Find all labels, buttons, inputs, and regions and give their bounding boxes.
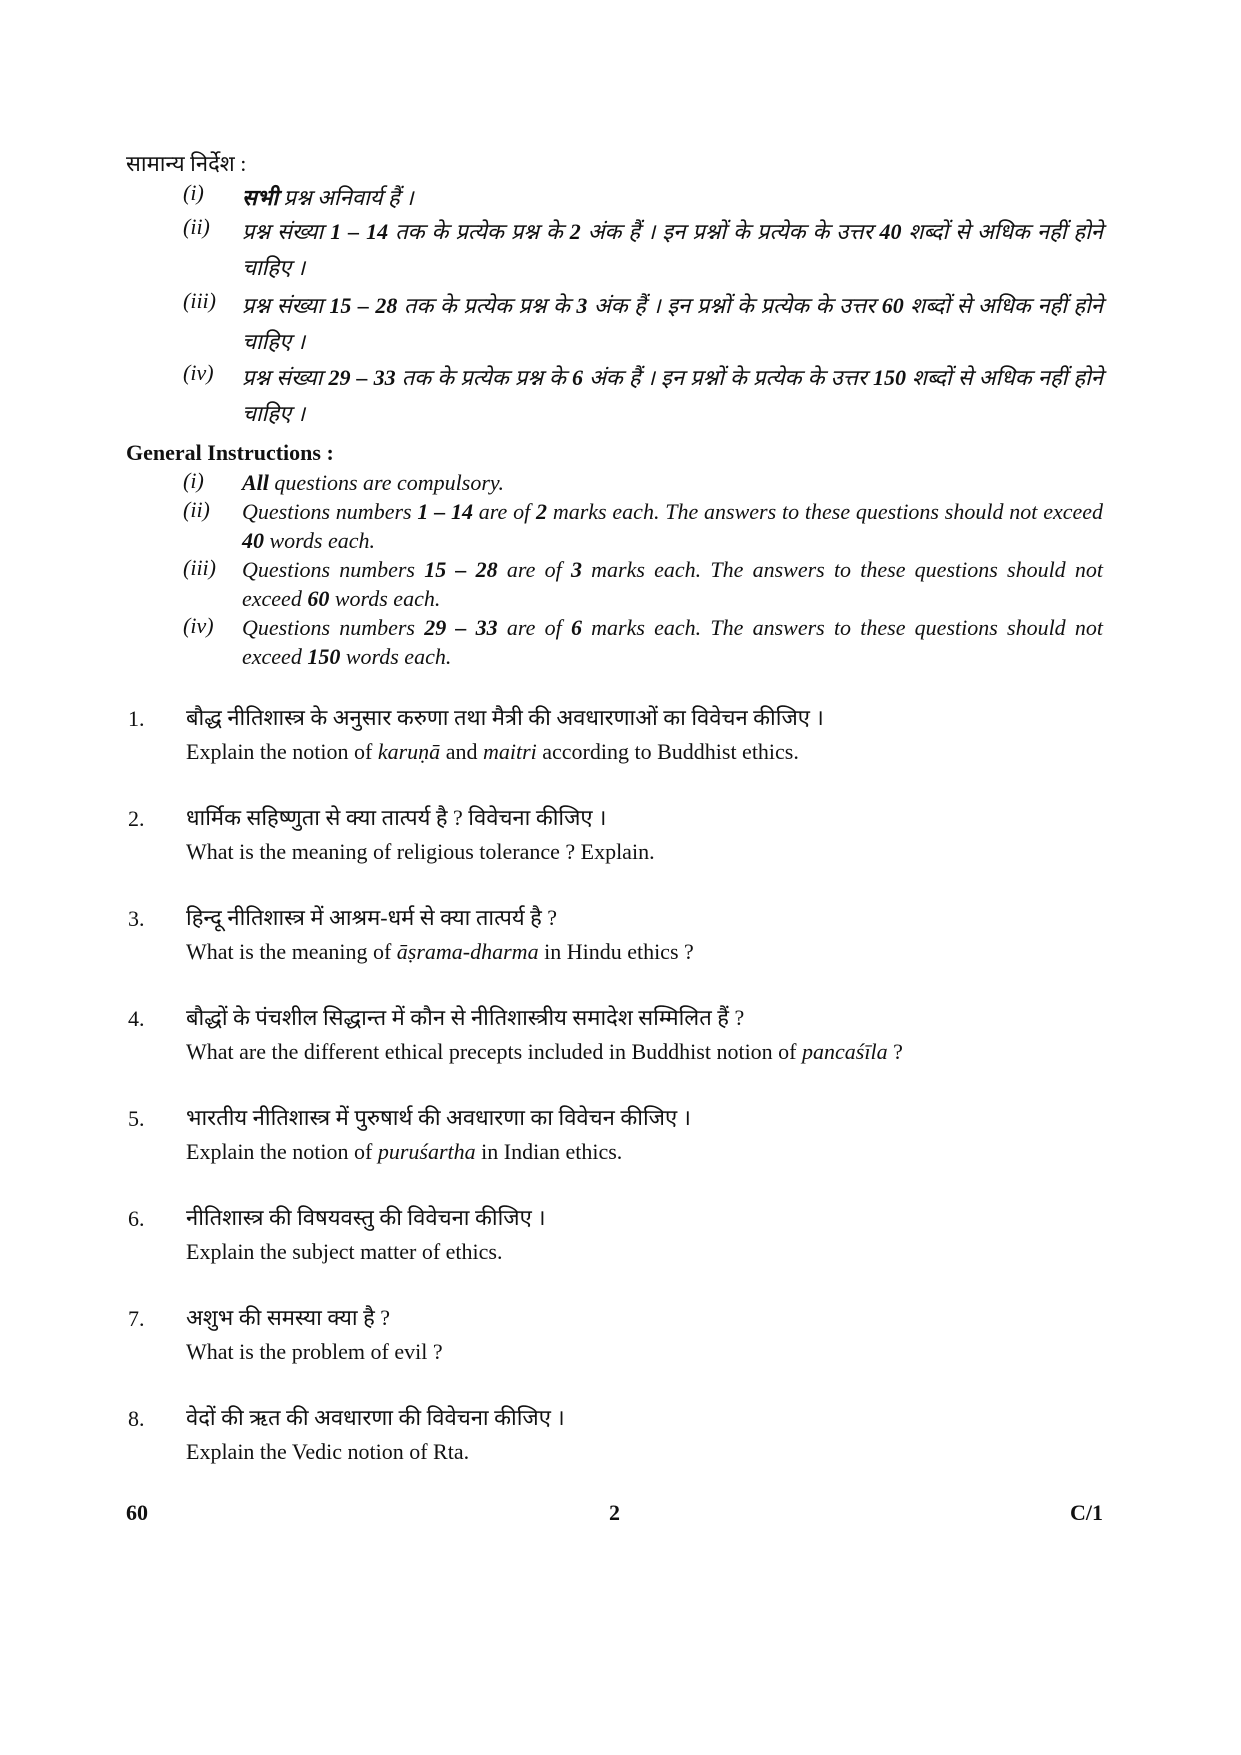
text-run: 15 – 28 <box>424 557 498 582</box>
text-run: तक के प्रत्येक प्रश्न के <box>388 219 570 244</box>
text-run: marks each. The answers to these questions should not exceed <box>547 499 1104 524</box>
instruction-english-1 <box>183 468 1103 497</box>
text-run: 150 <box>872 365 906 390</box>
instruction-hindi-4 <box>183 360 1103 432</box>
text-run: 6 <box>570 615 582 640</box>
text-run: 6 <box>571 365 583 390</box>
text-run: प्रश्न संख्या <box>242 293 330 318</box>
question-text-hindi: बौद्ध नीतिशास्त्र के अनुसार करुणा तथा मैत्री की अवधारणाओं का विवेचन कीजिए । <box>186 705 824 730</box>
question-text-hindi: वेदों की ऋत की अवधारणा की विवेचना कीजिए । <box>186 1405 565 1430</box>
instruction-number: (i) <box>183 180 204 205</box>
question-text-english <box>186 936 1106 968</box>
text-run: अंक हैं । इन प्रश्नों के प्रत्येक के उत्तर <box>580 219 880 244</box>
question-text-hindi: हिन्दू नीतिशास्त्र में आश्रम-धर्म से क्या तात्पर्य है ? <box>186 905 558 930</box>
text-run: marks each. The answers to these questions should not exceed <box>242 615 1104 669</box>
question-text-english <box>186 1336 1106 1368</box>
question-text-english <box>186 1236 1106 1268</box>
text-run: are of <box>497 615 571 640</box>
text-run: 40 <box>242 528 264 553</box>
instruction-text <box>242 180 1103 216</box>
instruction-number: (ii) <box>183 214 210 239</box>
instruction-number: (iv) <box>183 360 214 385</box>
text-run: according to Buddhist ethics. <box>536 739 799 764</box>
text-run: in Hindu ethics ? <box>538 939 694 964</box>
text-run: Questions numbers <box>242 499 418 524</box>
text-run: puruśartha <box>377 1139 476 1164</box>
text-run: 2 <box>569 219 581 244</box>
instruction-text <box>242 468 1103 497</box>
text-run: 40 <box>879 219 902 244</box>
footer-set-code: C/1 <box>1070 1500 1103 1525</box>
question-text-english <box>186 1436 1106 1468</box>
text-run: What is the meaning of religious tolerance ? Explain. <box>186 839 655 864</box>
text-run: 29 – 33 <box>424 615 498 640</box>
general-instructions-heading-hindi: सामान्य निर्देश : <box>126 151 247 176</box>
question-text-hindi: बौद्धों के पंचशील सिद्धान्त में कौन से नीतिशास्त्रीय समादेश सम्मिलित हैं ? <box>186 1005 745 1030</box>
text-run: शब्दों से अधिक नहीं होने चाहिए । <box>242 219 1104 280</box>
question-4 <box>126 1000 1106 1068</box>
instruction-english-4 <box>183 613 1103 671</box>
text-run: Questions numbers <box>242 557 425 582</box>
text-run: ? <box>887 1039 903 1064</box>
instruction-number: (iii) <box>183 288 216 313</box>
text-run: in Indian ethics. <box>475 1139 623 1164</box>
question-text-english <box>186 1136 1106 1168</box>
question-number: 7. <box>128 1306 145 1331</box>
instruction-text <box>242 288 1103 360</box>
question-text-english <box>186 1036 1106 1068</box>
question-number: 1. <box>128 706 145 731</box>
question-5 <box>126 1100 1106 1168</box>
text-run: Questions numbers <box>242 615 425 640</box>
text-run: 60 <box>881 293 904 318</box>
text-run: and <box>440 739 483 764</box>
instruction-text <box>242 497 1103 555</box>
question-text-hindi: अशुभ की समस्या क्या है ? <box>186 1305 391 1330</box>
text-run: शब्दों से अधिक नहीं होने चाहिए । <box>242 365 1104 426</box>
question-text-english <box>186 736 1106 768</box>
text-run: are of <box>497 557 571 582</box>
instruction-text <box>242 555 1103 613</box>
text-run: शब्दों से अधिक नहीं होने चाहिए । <box>242 293 1104 354</box>
text-run: What is the meaning of <box>186 939 397 964</box>
instruction-english-3 <box>183 555 1103 613</box>
text-run: Explain the Vedic notion of Rta. <box>186 1439 470 1464</box>
question-number: 5. <box>128 1106 145 1131</box>
question-number: 8. <box>128 1406 145 1431</box>
instruction-english-2 <box>183 497 1103 555</box>
text-run: प्रश्न संख्या <box>242 219 331 244</box>
instruction-number: (iv) <box>183 613 214 638</box>
text-run: are of <box>473 499 537 524</box>
question-2 <box>126 800 1106 868</box>
text-run: words each. <box>329 586 441 611</box>
question-text-hindi: भारतीय नीतिशास्त्र में पुरुषार्थ की अवधारणा का विवेचन कीजिए । <box>186 1105 691 1130</box>
question-6 <box>126 1200 1106 1268</box>
text-run: सभी <box>242 185 279 210</box>
text-run: All <box>242 470 269 495</box>
text-run: words each. <box>264 528 376 553</box>
instruction-number: (i) <box>183 468 204 493</box>
text-run: maitri <box>482 739 537 764</box>
text-run: प्रश्न संख्या <box>242 365 329 390</box>
footer-series-code: 60 <box>126 1500 148 1525</box>
question-3 <box>126 900 1106 968</box>
text-run: अंक हैं । इन प्रश्नों के प्रत्येक के उत्तर <box>587 293 882 318</box>
question-number: 3. <box>128 906 145 931</box>
footer-page-number: 2 <box>609 1500 620 1525</box>
text-run: 3 <box>576 293 588 318</box>
question-text-hindi: धार्मिक सहिष्णुता से क्या तात्पर्य है ? विवेचना कीजिए । <box>186 805 607 830</box>
instruction-hindi-3 <box>183 288 1103 360</box>
instruction-number: (iii) <box>183 555 216 580</box>
text-run: 1 – 14 <box>417 499 473 524</box>
text-run: Explain the subject matter of ethics. <box>186 1239 503 1264</box>
text-run: karuṇā <box>377 739 441 764</box>
text-run: प्रश्न अनिवार्य हैं । <box>278 185 414 210</box>
text-run: 3 <box>570 557 582 582</box>
question-number: 4. <box>128 1006 145 1031</box>
instruction-number: (ii) <box>183 497 210 522</box>
text-run: āṣrama-dharma <box>396 939 539 964</box>
question-text-hindi: नीतिशास्त्र की विषयवस्तु की विवेचना कीजिए । <box>186 1205 546 1230</box>
text-run: 15 – 28 <box>329 293 398 318</box>
text-run: 2 <box>536 499 548 524</box>
instruction-hindi-1 <box>183 180 1103 216</box>
text-run: Explain the notion of <box>186 1139 378 1164</box>
text-run: questions are compulsory. <box>268 470 504 495</box>
instruction-text <box>242 613 1103 671</box>
question-8 <box>126 1400 1106 1468</box>
instruction-text <box>242 360 1103 432</box>
question-number: 2. <box>128 806 145 831</box>
instruction-hindi-2 <box>183 214 1103 286</box>
question-1 <box>126 700 1106 768</box>
text-run: तक के प्रत्येक प्रश्न के <box>395 365 572 390</box>
text-run: Explain the notion of <box>186 739 378 764</box>
text-run: 29 – 33 <box>328 365 396 390</box>
question-7 <box>126 1300 1106 1368</box>
text-run: pancaśīla <box>802 1039 888 1064</box>
question-number: 6. <box>128 1206 145 1231</box>
question-text-english <box>186 836 1106 868</box>
instruction-text <box>242 214 1103 286</box>
text-run: words each. <box>340 644 452 669</box>
text-run: अंक हैं । इन प्रश्नों के प्रत्येक के उत्तर <box>582 365 873 390</box>
text-run: What are the different ethical precepts included in Buddhist notion of <box>186 1039 803 1064</box>
general-instructions-heading: General Instructions : <box>126 440 334 465</box>
text-run: 60 <box>307 586 330 611</box>
text-run: marks each. The answers to these questions should not exceed <box>242 557 1104 611</box>
text-run: तक के प्रत्येक प्रश्न के <box>397 293 577 318</box>
text-run: 1 – 14 <box>330 219 389 244</box>
text-run: What is the problem of evil ? <box>186 1339 443 1364</box>
text-run: 150 <box>307 644 341 669</box>
